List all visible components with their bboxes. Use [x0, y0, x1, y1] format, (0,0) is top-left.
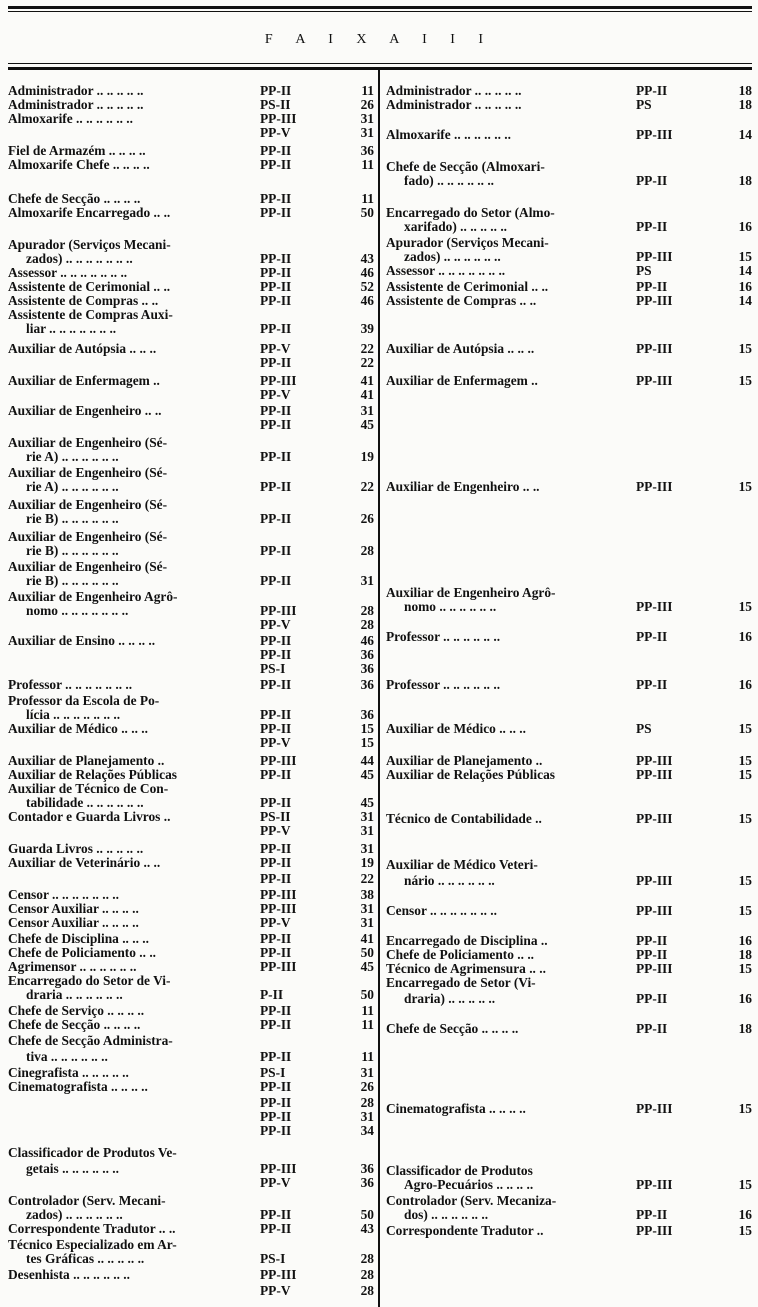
position-name: Auxiliar de Veterinário .. ..: [8, 855, 161, 870]
level-number: 31: [360, 1109, 374, 1124]
pay-class: PP-II: [260, 841, 292, 856]
level-number: 36: [360, 661, 374, 676]
position-name: Técnico Especializado em Ar-: [8, 1237, 177, 1252]
pay-class: PP-III: [636, 767, 673, 782]
position-name: Correspondente Tradutor ..: [386, 1223, 544, 1238]
page-title: F A I X A I I I: [264, 32, 494, 47]
pay-class: PP-II: [260, 403, 292, 418]
position-name: Cinematografista .. .. .. ..: [386, 1101, 526, 1116]
position-name: Auxiliar de Técnico de Con-: [8, 781, 169, 796]
level-number: 43: [360, 1221, 374, 1236]
pay-class: PP-III: [636, 127, 673, 142]
level-number: 15: [738, 341, 752, 356]
pay-class: PP-V: [260, 735, 291, 750]
level-number: 28: [360, 1251, 374, 1266]
pay-class: PP-II: [636, 1021, 668, 1036]
position-name: Auxiliar de Engenheiro (Sé-: [8, 465, 168, 480]
position-name: Chefe de Policiamento .. ..: [8, 945, 157, 960]
pay-class: PP-II: [260, 479, 292, 494]
level-number: 36: [360, 143, 374, 158]
level-number: 28: [360, 1283, 374, 1298]
position-name: Censor Auxiliar .. .. .. ..: [8, 915, 139, 930]
position-name: Auxiliar de Planejamento ..: [386, 753, 543, 768]
level-number: 46: [360, 293, 374, 308]
level-number: 19: [360, 855, 374, 870]
level-number: 28: [360, 1095, 374, 1110]
position-name: nário .. .. .. .. .. ..: [404, 873, 495, 888]
position-name: Assistente de Compras Auxi-: [8, 307, 173, 322]
position-name: Guarda Livros .. .. .. .. ..: [8, 841, 144, 856]
position-name: getais .. .. .. .. .. ..: [26, 1161, 119, 1176]
level-number: 16: [738, 629, 752, 644]
level-number: 15: [738, 873, 752, 888]
position-name: Agro-Pecuários .. .. .. ..: [404, 1177, 534, 1192]
position-name: Almoxarife Encarregado .. ..: [8, 205, 171, 220]
position-name: liar .. .. .. .. .. .. ..: [26, 321, 117, 336]
position-name: Assistente de Cerimonial .. ..: [386, 279, 549, 294]
pay-class: PP-II: [260, 1017, 292, 1032]
pay-class: PP-II: [260, 511, 292, 526]
pay-class: PP-V: [260, 1175, 291, 1190]
position-name: Contador e Guarda Livros ..: [8, 809, 171, 824]
pay-class: PP-II: [260, 83, 292, 98]
position-name: Censor Auxiliar .. .. .. ..: [8, 901, 139, 916]
position-name: Controlador (Serv. Mecani-: [8, 1193, 166, 1208]
level-number: 16: [738, 279, 752, 294]
level-number: 15: [738, 903, 752, 918]
level-number: 44: [360, 753, 374, 768]
position-name: Auxiliar de Engenheiro (Sé-: [8, 529, 168, 544]
pay-class: PP-III: [636, 341, 673, 356]
position-name: xarifado) .. .. .. .. ..: [404, 219, 508, 234]
position-name: dos) .. .. .. .. .. ..: [404, 1207, 489, 1222]
pay-class: PP-III: [636, 903, 673, 918]
position-name: Assistente de Compras .. ..: [386, 293, 537, 308]
top-rule: [8, 6, 752, 9]
level-number: 28: [360, 543, 374, 558]
pay-class: PP-III: [260, 887, 297, 902]
level-number: 18: [738, 1021, 752, 1036]
level-number: 15: [738, 811, 752, 826]
pay-class: PP-II: [260, 205, 292, 220]
pay-class: PP-V: [260, 823, 291, 838]
pay-class: PP-II: [260, 871, 292, 886]
level-number: 15: [360, 721, 374, 736]
level-number: 15: [738, 961, 752, 976]
position-name: nomo .. .. .. .. .. ..: [404, 599, 497, 614]
level-number: 45: [360, 959, 374, 974]
position-name: rie B) .. .. .. .. .. ..: [26, 511, 119, 526]
pay-class: PP-II: [260, 157, 292, 172]
level-number: 16: [738, 219, 752, 234]
pay-class: PP-II: [260, 279, 292, 294]
position-name: Assessor .. .. .. .. .. .. ..: [386, 263, 506, 278]
position-name: Desenhista .. .. .. .. .. ..: [8, 1267, 131, 1282]
level-number: 36: [360, 1175, 374, 1190]
position-name: Encarregado do Setor (Almo-: [386, 205, 555, 220]
position-name: Chefe de Policiamento .. ..: [386, 947, 535, 962]
pay-class: PP-II: [260, 945, 292, 960]
pay-class: PP-II: [260, 543, 292, 558]
position-name: zados) .. .. .. .. .. ..: [404, 249, 501, 264]
level-number: 52: [360, 279, 374, 294]
position-name: Classificador de Produtos: [386, 1163, 533, 1178]
pay-class: PP-II: [260, 1079, 292, 1094]
position-name: Apurador (Serviços Mecani-: [386, 235, 549, 250]
level-number: 39: [360, 321, 374, 336]
position-name: zados) .. .. .. .. .. ..: [26, 1207, 123, 1222]
pay-class: PP-II: [636, 1207, 668, 1222]
pay-class: PP-II: [260, 1095, 292, 1110]
pay-class: PS-I: [260, 1251, 286, 1266]
level-number: 15: [360, 735, 374, 750]
pay-class: PP-II: [260, 677, 292, 692]
position-name: tabilidade .. .. .. .. .. ..: [26, 795, 144, 810]
position-name: Chefe de Secção (Almoxari-: [386, 159, 545, 174]
pay-class: PP-II: [260, 417, 292, 432]
pay-class: PP-III: [636, 293, 673, 308]
position-name: rie A) .. .. .. .. .. ..: [26, 479, 119, 494]
position-name: Auxiliar de Enfermagem ..: [8, 373, 160, 388]
position-name: Técnico de Contabilidade ..: [386, 811, 542, 826]
level-number: 16: [738, 991, 752, 1006]
pay-class: PP-II: [260, 1123, 292, 1138]
pay-class: PS-II: [260, 97, 291, 112]
position-name: Auxiliar de Engenheiro (Sé-: [8, 435, 168, 450]
level-number: 11: [361, 1003, 374, 1018]
pay-class: PP-V: [260, 125, 291, 140]
position-name: Administrador .. .. .. .. ..: [8, 83, 144, 98]
position-name: Almoxarife Chefe .. .. .. ..: [8, 157, 150, 172]
pay-class: PP-V: [260, 915, 291, 930]
position-name: Assistente de Cerimonial .. ..: [8, 279, 171, 294]
position-name: Almoxarife .. .. .. .. .. ..: [8, 111, 133, 126]
position-name: Fiel de Armazém .. .. .. ..: [8, 143, 146, 158]
pay-class: PP-II: [260, 931, 292, 946]
level-number: 50: [360, 987, 374, 1002]
level-number: 28: [360, 603, 374, 618]
pay-class: PP-III: [636, 961, 673, 976]
position-name: rie B) .. .. .. .. .. ..: [26, 543, 119, 558]
position-name: Encarregado de Disciplina ..: [386, 933, 548, 948]
level-number: 26: [360, 511, 374, 526]
position-name: Auxiliar de Médico .. .. ..: [386, 721, 526, 736]
pay-class: PP-II: [260, 355, 292, 370]
level-number: 46: [360, 633, 374, 648]
position-name: zados) .. .. .. .. .. .. ..: [26, 251, 133, 266]
position-name: Auxiliar de Engenheiro (Sé-: [8, 497, 168, 512]
pay-class: PP-II: [260, 1221, 292, 1236]
pay-class: PP-III: [636, 873, 673, 888]
position-name: lícia .. .. .. .. .. .. ..: [26, 707, 121, 722]
position-name: Administrador .. .. .. .. ..: [386, 83, 522, 98]
pay-class: PP-II: [260, 251, 292, 266]
level-number: 15: [738, 249, 752, 264]
pay-class: PP-V: [260, 341, 291, 356]
level-number: 36: [360, 647, 374, 662]
level-number: 18: [738, 83, 752, 98]
level-number: 16: [738, 1207, 752, 1222]
level-number: 38: [360, 887, 374, 902]
pay-class: PP-II: [260, 293, 292, 308]
pay-class: PP-III: [260, 901, 297, 916]
position-name: Correspondente Tradutor .. ..: [8, 1221, 176, 1236]
pay-class: PP-II: [636, 947, 668, 962]
pay-class: PP-V: [260, 1283, 291, 1298]
level-number: 41: [360, 931, 374, 946]
position-name: Professor da Escola de Po-: [8, 693, 160, 708]
position-name: rie B) .. .. .. .. .. ..: [26, 573, 119, 588]
pay-class: PS-I: [260, 661, 286, 676]
pay-class: PS-II: [260, 809, 291, 824]
column-divider: [378, 70, 380, 1307]
pay-class: PP-III: [260, 959, 297, 974]
level-number: 45: [360, 795, 374, 810]
position-name: Agrimensor .. .. .. .. .. ..: [8, 959, 137, 974]
pay-class: PP-II: [260, 143, 292, 158]
pay-class: PP-II: [260, 767, 292, 782]
position-name: Administrador .. .. .. .. ..: [8, 97, 144, 112]
pay-class: PP-II: [636, 991, 668, 1006]
level-number: 18: [738, 97, 752, 112]
level-number: 22: [360, 479, 374, 494]
position-name: Assistente de Compras .. ..: [8, 293, 159, 308]
pay-class: PP-III: [636, 753, 673, 768]
level-number: 31: [360, 111, 374, 126]
level-number: 41: [360, 373, 374, 388]
position-name: Auxiliar de Médico Veteri-: [386, 857, 538, 872]
level-number: 36: [360, 677, 374, 692]
pay-class: PP-II: [260, 1049, 292, 1064]
level-number: 28: [360, 617, 374, 632]
pay-class: PP-II: [260, 721, 292, 736]
level-number: 50: [360, 205, 374, 220]
level-number: 11: [361, 83, 374, 98]
pay-class: PP-III: [260, 111, 297, 126]
level-number: 22: [360, 871, 374, 886]
pay-class: PP-II: [260, 1207, 292, 1222]
level-number: 14: [738, 263, 752, 278]
header-rule-thick: [8, 67, 752, 70]
position-name: Técnico de Agrimensura .. ..: [386, 961, 546, 976]
position-name: Auxiliar de Engenheiro Agrô-: [8, 589, 178, 604]
level-number: 34: [360, 1123, 374, 1138]
position-name: Administrador .. .. .. .. ..: [386, 97, 522, 112]
level-number: 15: [738, 721, 752, 736]
pay-class: P-II: [260, 987, 284, 1002]
level-number: 43: [360, 251, 374, 266]
position-name: Auxiliar de Engenheiro .. ..: [386, 479, 540, 494]
position-name: draria .. .. .. .. .. ..: [26, 987, 123, 1002]
level-number: 36: [360, 1161, 374, 1176]
level-number: 41: [360, 387, 374, 402]
level-number: 22: [360, 355, 374, 370]
level-number: 15: [738, 479, 752, 494]
position-name: rie A) .. .. .. .. .. ..: [26, 449, 119, 464]
pay-class: PP-II: [260, 573, 292, 588]
level-number: 50: [360, 945, 374, 960]
pay-class: PP-III: [260, 603, 297, 618]
position-name: Chefe de Secção .. .. .. ..: [8, 191, 141, 206]
pay-class: PP-II: [260, 1109, 292, 1124]
pay-class: PP-II: [260, 795, 292, 810]
position-name: Professor .. .. .. .. .. .. ..: [8, 677, 133, 692]
position-name: Censor .. .. .. .. .. .. ..: [8, 887, 119, 902]
position-name: Encarregado do Setor de Vi-: [8, 973, 171, 988]
level-number: 22: [360, 341, 374, 356]
level-number: 31: [360, 915, 374, 930]
position-name: draria) .. .. .. .. ..: [404, 991, 496, 1006]
level-number: 15: [738, 373, 752, 388]
level-number: 15: [738, 1177, 752, 1192]
pay-class: PP-III: [636, 599, 673, 614]
level-number: 31: [360, 573, 374, 588]
position-name: Auxiliar de Engenheiro Agrô-: [386, 585, 556, 600]
position-name: Auxiliar de Engenheiro .. ..: [8, 403, 162, 418]
pay-class: PP-V: [260, 617, 291, 632]
pay-class: PP-III: [636, 811, 673, 826]
level-number: 18: [738, 173, 752, 188]
level-number: 15: [738, 1223, 752, 1238]
position-name: fado) .. .. .. .. .. ..: [404, 173, 495, 188]
pay-class: PP-II: [260, 647, 292, 662]
level-number: 11: [361, 1049, 374, 1064]
pay-class: PP-III: [636, 373, 673, 388]
level-number: 16: [738, 933, 752, 948]
top-rule-thin: [8, 11, 752, 12]
position-name: Controlador (Serv. Mecaniza-: [386, 1193, 557, 1208]
level-number: 15: [738, 1101, 752, 1116]
position-name: tiva .. .. .. .. .. ..: [26, 1049, 108, 1064]
level-number: 31: [360, 901, 374, 916]
level-number: 11: [361, 1017, 374, 1032]
pay-class: PP-II: [260, 855, 292, 870]
pay-class: PP-III: [260, 1161, 297, 1176]
level-number: 15: [738, 753, 752, 768]
level-number: 11: [361, 157, 374, 172]
level-number: 50: [360, 1207, 374, 1222]
pay-class: PP-II: [260, 265, 292, 280]
pay-class: PP-III: [636, 1101, 673, 1116]
level-number: 15: [738, 599, 752, 614]
level-number: 14: [738, 293, 752, 308]
pay-class: PP-II: [260, 449, 292, 464]
level-number: 15: [738, 767, 752, 782]
position-name: Auxiliar de Relações Públicas: [386, 767, 555, 782]
position-name: Auxiliar de Ensino .. .. .. ..: [8, 633, 156, 648]
level-number: 36: [360, 707, 374, 722]
pay-class: PP-II: [636, 219, 668, 234]
position-name: Auxiliar de Autópsia .. .. ..: [8, 341, 157, 356]
position-name: Cinematografista .. .. .. ..: [8, 1079, 148, 1094]
pay-class: PP-V: [260, 387, 291, 402]
level-number: 14: [738, 127, 752, 142]
level-number: 46: [360, 265, 374, 280]
position-name: Auxiliar de Planejamento ..: [8, 753, 165, 768]
position-name: Auxiliar de Engenheiro (Sé-: [8, 559, 168, 574]
position-name: Auxiliar de Relações Públicas: [8, 767, 177, 782]
level-number: 18: [738, 947, 752, 962]
position-name: Professor .. .. .. .. .. ..: [386, 629, 501, 644]
position-name: Chefe de Secção .. .. .. ..: [8, 1017, 141, 1032]
pay-class: PP-III: [260, 1267, 297, 1282]
position-name: Censor .. .. .. .. .. .. ..: [386, 903, 497, 918]
pay-class: PP-II: [260, 1003, 292, 1018]
position-name: tes Gráficas .. .. .. .. ..: [26, 1251, 145, 1266]
position-name: Encarregado de Setor (Vi-: [386, 975, 536, 990]
level-number: 26: [360, 97, 374, 112]
level-number: 31: [360, 823, 374, 838]
pay-class: PP-III: [636, 479, 673, 494]
position-name: Chefe de Secção .. .. .. ..: [386, 1021, 519, 1036]
position-name: Chefe de Disciplina .. .. ..: [8, 931, 149, 946]
position-name: Cinegrafista .. .. .. .. ..: [8, 1065, 129, 1080]
pay-class: PP-III: [636, 249, 673, 264]
position-name: Auxiliar de Médico .. .. ..: [8, 721, 148, 736]
position-name: Chefe de Serviço .. .. .. ..: [8, 1003, 145, 1018]
level-number: 26: [360, 1079, 374, 1094]
level-number: 19: [360, 449, 374, 464]
position-name: Chefe de Secção Administra-: [8, 1033, 173, 1048]
pay-class: PP-III: [260, 753, 297, 768]
level-number: 11: [361, 191, 374, 206]
position-name: Auxiliar de Autópsia .. .. ..: [386, 341, 535, 356]
position-name: Assessor .. .. .. .. .. .. ..: [8, 265, 128, 280]
pay-class: PP-II: [636, 629, 668, 644]
level-number: 31: [360, 1065, 374, 1080]
pay-class: PS: [636, 721, 652, 736]
position-name: Professor .. .. .. .. .. ..: [386, 677, 501, 692]
pay-class: PP-II: [260, 321, 292, 336]
header-rule: [8, 63, 752, 64]
level-number: 31: [360, 403, 374, 418]
level-number: 16: [738, 677, 752, 692]
level-number: 28: [360, 1267, 374, 1282]
position-name: Apurador (Serviços Mecani-: [8, 237, 171, 252]
position-name: Classificador de Produtos Ve-: [8, 1145, 177, 1160]
pay-class: PS: [636, 97, 652, 112]
position-name: nomo .. .. .. .. .. .. ..: [26, 603, 129, 618]
level-number: 45: [360, 417, 374, 432]
pay-class: PP-II: [636, 279, 668, 294]
pay-class: PS-I: [260, 1065, 286, 1080]
pay-class: PP-III: [636, 1223, 673, 1238]
pay-class: PP-II: [260, 191, 292, 206]
pay-class: PP-II: [636, 933, 668, 948]
pay-class: PP-III: [636, 1177, 673, 1192]
level-number: 31: [360, 125, 374, 140]
pay-class: PS: [636, 263, 652, 278]
pay-class: PP-II: [636, 677, 668, 692]
level-number: 45: [360, 767, 374, 782]
pay-class: PP-II: [636, 173, 668, 188]
position-name: Auxiliar de Enfermagem ..: [386, 373, 538, 388]
level-number: 31: [360, 841, 374, 856]
position-name: Almoxarife .. .. .. .. .. ..: [386, 127, 511, 142]
pay-class: PP-II: [260, 707, 292, 722]
pay-class: PP-II: [636, 83, 668, 98]
pay-class: PP-II: [260, 633, 292, 648]
pay-class: PP-III: [260, 373, 297, 388]
level-number: 31: [360, 809, 374, 824]
